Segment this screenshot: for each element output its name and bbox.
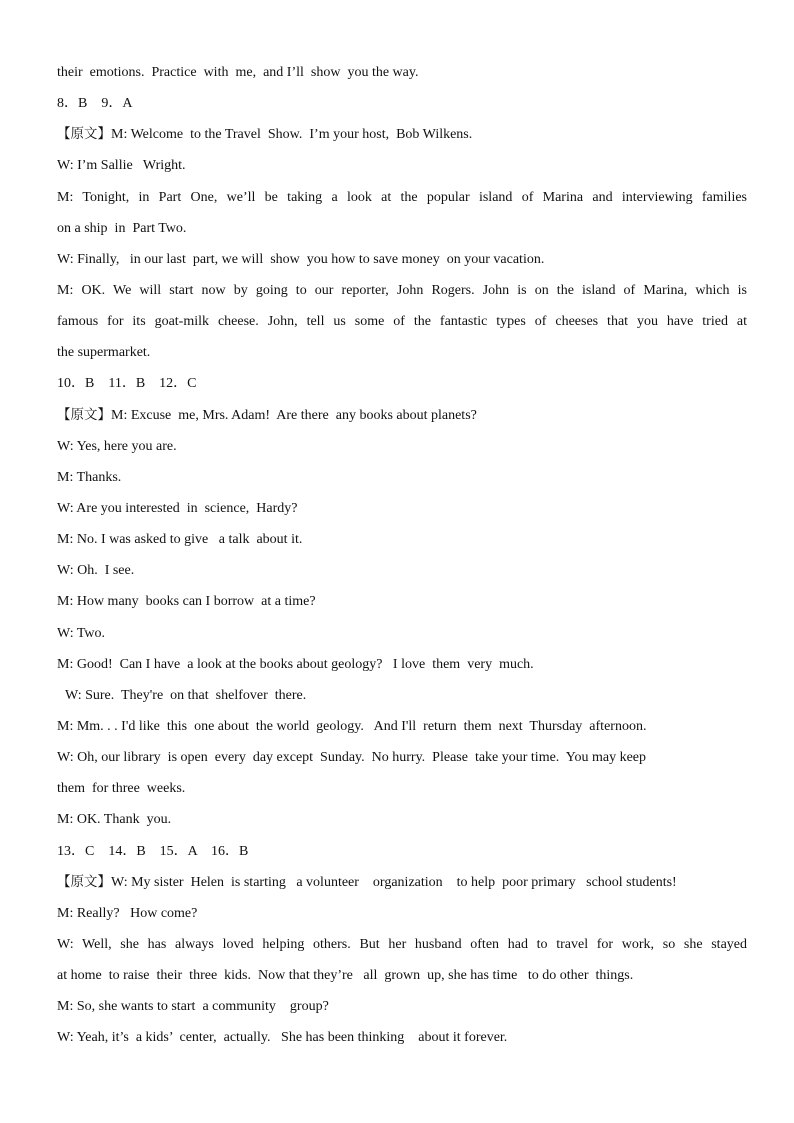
text-line [57, 898, 747, 929]
text-line [57, 836, 747, 867]
text-line [57, 462, 747, 493]
text-line [57, 244, 747, 275]
line-text: W: Two. [57, 625, 106, 641]
document-body [57, 57, 747, 1054]
line-text: M: Welcome to the Travel Show. I’m your host, Bob Wilkens. [111, 127, 473, 143]
text-line [57, 524, 747, 555]
text-line [57, 306, 747, 337]
source-text-tag: 【原文】 [57, 126, 111, 143]
text-line [57, 618, 747, 649]
line-text: 13．C 14．B 15．A 16．B [57, 843, 249, 859]
line-text: their emotions. Practice with me, and I’ll show you the way. [57, 65, 419, 80]
line-text: M: OK. Thank you. [57, 812, 172, 828]
text-line [57, 742, 747, 773]
text-line [57, 1022, 747, 1053]
source-text-tag: 【原文】 [57, 873, 111, 890]
line-text: M: Mm. . . I'd like this one about the world geology. And I'll return them next Thursday afternoon. [57, 718, 647, 734]
line-text: 8．B 9．A [57, 96, 133, 112]
line-text: famous for its goat-milk cheese. John, tell us some of the fantastic types of cheeses that you have tried at [57, 314, 747, 330]
line-text: on a ship in Part Two. [57, 220, 187, 236]
line-text: M: Good! Can I have a look at the books about geology? I love them very much. [57, 656, 534, 672]
text-line [57, 493, 747, 524]
line-text: M: So, she wants to start a community group? [57, 999, 329, 1015]
line-text: W: Yeah, it’s a kids’ center, actually. She has been thinking about it forever. [57, 1030, 508, 1046]
line-text: M: How many books can I borrow at a time? [57, 594, 316, 610]
line-text: M: Thanks. [57, 469, 122, 485]
text-line [57, 929, 747, 960]
line-text: W: Sure. They're on that shelfover there. [65, 687, 307, 703]
text-line [57, 119, 747, 150]
text-line [57, 649, 747, 680]
text-line [57, 150, 747, 181]
text-line [57, 213, 747, 244]
text-line [57, 711, 747, 742]
text-line [57, 431, 747, 462]
text-line [57, 400, 747, 431]
line-text: W: Oh. I see. [57, 563, 135, 579]
line-text: M: Tonight, in Part One, we’ll be taking a look at the popular island of Marina and interviewing families [57, 189, 747, 205]
text-line [57, 182, 747, 213]
text-line [57, 773, 747, 804]
line-text: W: Well, she has always loved helping others. But her husband often had to travel for work, so she stayed [57, 936, 747, 952]
line-text: W: Finally, in our last part, we will show you how to save money on your vacation. [57, 251, 545, 267]
text-line [57, 680, 747, 711]
text-line [57, 991, 747, 1022]
line-text: at home to raise their three kids. Now that they’re all grown up, she has time to do other things. [57, 968, 634, 984]
line-text: them for three weeks. [57, 781, 186, 797]
text-line [57, 57, 747, 88]
line-text: M: Really? How come? [57, 905, 198, 921]
line-text: W: Yes, here you are. [57, 438, 177, 454]
text-line [57, 555, 747, 586]
source-text-tag: 【原文】 [57, 406, 111, 423]
line-text: M: Excuse me, Mrs. Adam! Are there any books about planets? [111, 407, 477, 423]
line-text: W: I’m Sallie Wright. [57, 158, 186, 174]
text-line [57, 275, 747, 306]
line-text: M: No. I was asked to give a talk about it. [57, 532, 303, 548]
line-text: 10．B 11．B 12．C [57, 376, 197, 392]
line-text: the supermarket. [57, 345, 151, 361]
line-text: W: My sister Helen is starting a volunteer organization to help poor primary school students! [111, 874, 677, 890]
text-line [57, 337, 747, 368]
line-text: W: Are you interested in science, Hardy? [57, 500, 298, 516]
text-line [57, 960, 747, 991]
text-line [57, 368, 747, 399]
text-line [57, 804, 747, 835]
text-line [57, 586, 747, 617]
text-line [57, 867, 747, 898]
text-line [57, 88, 747, 119]
line-text: M: OK. We will start now by going to our reporter, John Rogers. John is on the island of Marina, which is [57, 282, 747, 298]
line-text: W: Oh, our library is open every day except Sunday. No hurry. Please take your time. You may keep [57, 750, 647, 766]
